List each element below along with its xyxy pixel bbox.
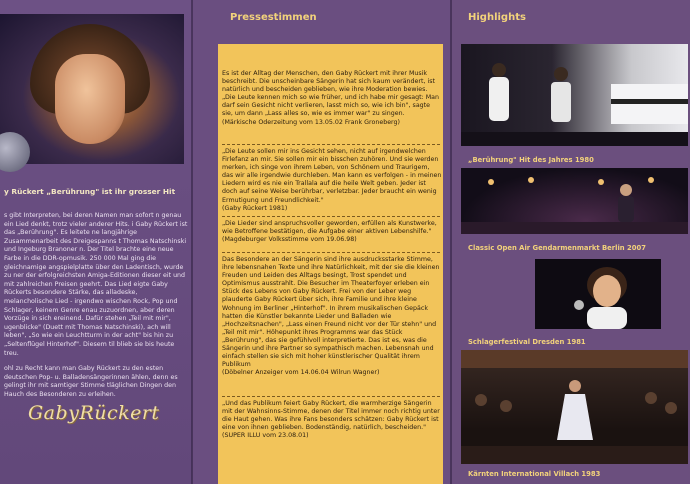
highlight-photo-1980: [461, 44, 688, 146]
quote-text: Es ist der Alltag der Menschen, den Gaby Rückert mit ihrer Musik beschreibt. Die unscheinbare Sängerin hat sich kaum verändert, ist natürlich und bescheiden geblieben, wie ihre Moderation bewies. „Die Leute kennen mich so wie früher, und ich habe mir gesagt: Man darf sein Gesicht nicht verlieren, lasst mich so, wie ich bin", sagte sie, um dann „Lass alles so, wie es immer war" zu singen.: [222, 70, 440, 118]
quote-text: Das Besondere an der Sängerin sind ihre ausdrucksstarke Stimme, ihre lebensnahen Texte und ihre Natürlichkeit, mit der sie die kleinen Freuden und Leiden des Alltags besingt, Trost spendet und Optimismus ausstrahlt. Die Besucher im Theaterfoyer erleben ein Stück des Lebens von Gaby Rückert. Frei von der Leber weg plauderte Gaby Rückert über sich, ihre Familie und ihre kleine Wohnung im Berliner „Hinterhof". In ihrem musikalischen Gepäck hatten die Künstler bekannte Lieder und Balladen wie „Hochzeitsnachen", „Lass einen Freund nicht vor der Tür stehn" und „Teil mit mir". Höhepunkt ihres Programms war das Stück „Berührung", das sie gefühlvoll interpretierte. Das ist es, was die Sängerin und ihre Partner so sympathisch machen. Lebensnah und einfach stellen sie sich mit hoher künstlerischer Qualität ihrem Publikum: [222, 256, 440, 369]
quote-separator: [222, 144, 440, 145]
gaby-rueckert-logo: GabyRückert: [28, 402, 160, 424]
microphone-icon: [0, 132, 30, 172]
highlight-caption: „Berührung" Hit des Jahres 1980: [468, 156, 594, 164]
press-heading: Pressestimmen: [230, 12, 317, 23]
quote-text: „Die Lieder sind anspruchsvoller geworden, erfüllen als Kunstwerke, wie Betroffene bestätigen, die Aufgabe einer aktiven Lebenshilfe.": [222, 220, 437, 236]
stage-piano-photo: [461, 44, 688, 146]
highlights-panel: [451, 0, 690, 484]
quote-separator: [222, 396, 440, 397]
highlight-caption: Classic Open Air Gendarmenmarkt Berlin 2007: [468, 244, 646, 252]
quote-text: „Die Leute sollen mir ins Gesicht sehen, nicht auf irgendwelchen Firlefanz an mir. Sie sollen mir ein bisschen zuhören. Und sie werden merken, ich singe von ihrem Leben, von Schönem und Traurigem, das wir alle irgendwie durchleben. Man kann es verfolgen - in meinen Liedern wird es nie ein Trallala auf die heile Welt geben. Jeder ist doch auf seine Weise berührbar, verletzbar. Jeder braucht ein wenig Ermutigung und Freundlichkeit.": [222, 148, 442, 204]
press-quote: [222, 220, 442, 244]
highlights-heading: Highlights: [468, 12, 526, 23]
press-quotes-column: [218, 44, 443, 484]
singer-with-microphone-photo: [535, 259, 661, 329]
open-air-stage-photo: [461, 168, 688, 234]
quote-source: (Gaby Rückert 1981): [222, 204, 288, 212]
highlight-photo-villach-1983: [461, 350, 688, 464]
portrait-face: [55, 54, 125, 144]
singer-portrait-photo: [0, 14, 184, 164]
press-panel: [192, 0, 451, 484]
quote-separator: [222, 252, 440, 253]
fold-line: [450, 0, 452, 484]
press-quote: [222, 256, 442, 377]
quote-text: „Und das Publikum feiert Gaby Rückert, die warmherzige Sängerin mit der Wahnsinns-Stimme, denen der Titel immer noch richtig unter die Haut gehen. Was ihre Fans besonders schätzen: Gaby Rückert ist eine von ihnen geblieben. Bodenständig, natürlich, bescheiden.": [222, 400, 440, 432]
article-headline: y Rückert „Berührung" ist ihr grosser Hit: [4, 187, 176, 196]
festival-stage-photo: [461, 350, 688, 464]
quote-source: (SUPER ILLU vom 23.08.01): [222, 432, 309, 440]
article-paragraph: ohl zu Recht kann man Gaby Rückert zu den esten deutschen Pop- u. Balladensängerinnen ählen, denn es gelingt ihr mit samtiger Stimme tläglichen Dingen den Hauch des Besonderen zu erleihen.: [4, 365, 178, 398]
quote-source: (Döbelner Anzeiger vom 14.06.04 Wilrun Wagner): [222, 369, 380, 377]
left-panel: [0, 0, 192, 484]
highlight-caption: Schlagerfestival Dresden 1981: [468, 338, 586, 346]
quote-separator: [222, 216, 440, 217]
highlight-caption: Kärnten International Villach 1983: [468, 470, 601, 478]
press-quote: [222, 400, 442, 440]
fold-line: [191, 0, 193, 484]
highlight-photo-berlin-2007: [461, 168, 688, 234]
article-body: [4, 212, 188, 406]
article-paragraph: s gibt Interpreten, bei deren Namen man sofort n genau ein Lied denkt, trotz vieler anderer Hits. i Gaby Rückert ist das „Berührung". Es leitete ne langjährige Zusammenarbeit des Dreigespanns t Thomas Natschinski und Ingeburg Branoner n. Der Titel brachte eine neue Farbe in die DDR-opmusik. 250 000 Mal ging die gleichnamige angspielplatte über den Ladentisch, wurde zu ner der erfolgreichsten Amiga-Editionen dieser eit und mit zahlreichen Preisen geehrt. Das Lied eigte Gaby Rückerts besondere Stärke, das alladeske, melancholische Lied - irgendwo wischen Rock, Pop und Schlager, keinem Genre enau zuzuordnen, aber deren Vorzüge in sich ereinend. Dafür stehen „Teil mit mir", ugenblicke" (Duett mit Thomas Natschinski), ach will leben", „So wie ein Leuchtturm in der acht" bis hin zu „Seltenflügel Hinterhof". Diesem til blieb sie bis heute treu.: [4, 212, 188, 357]
press-quote: [222, 70, 442, 127]
quote-source: (Märkische Oderzeitung vom 13.05.02 Frank Groneberg): [222, 118, 400, 126]
press-quote: [222, 148, 442, 213]
quote-source: (Magdeburger Volksstimme vom 19.06.98): [222, 236, 357, 244]
highlight-photo-dresden-1981: [535, 259, 661, 329]
